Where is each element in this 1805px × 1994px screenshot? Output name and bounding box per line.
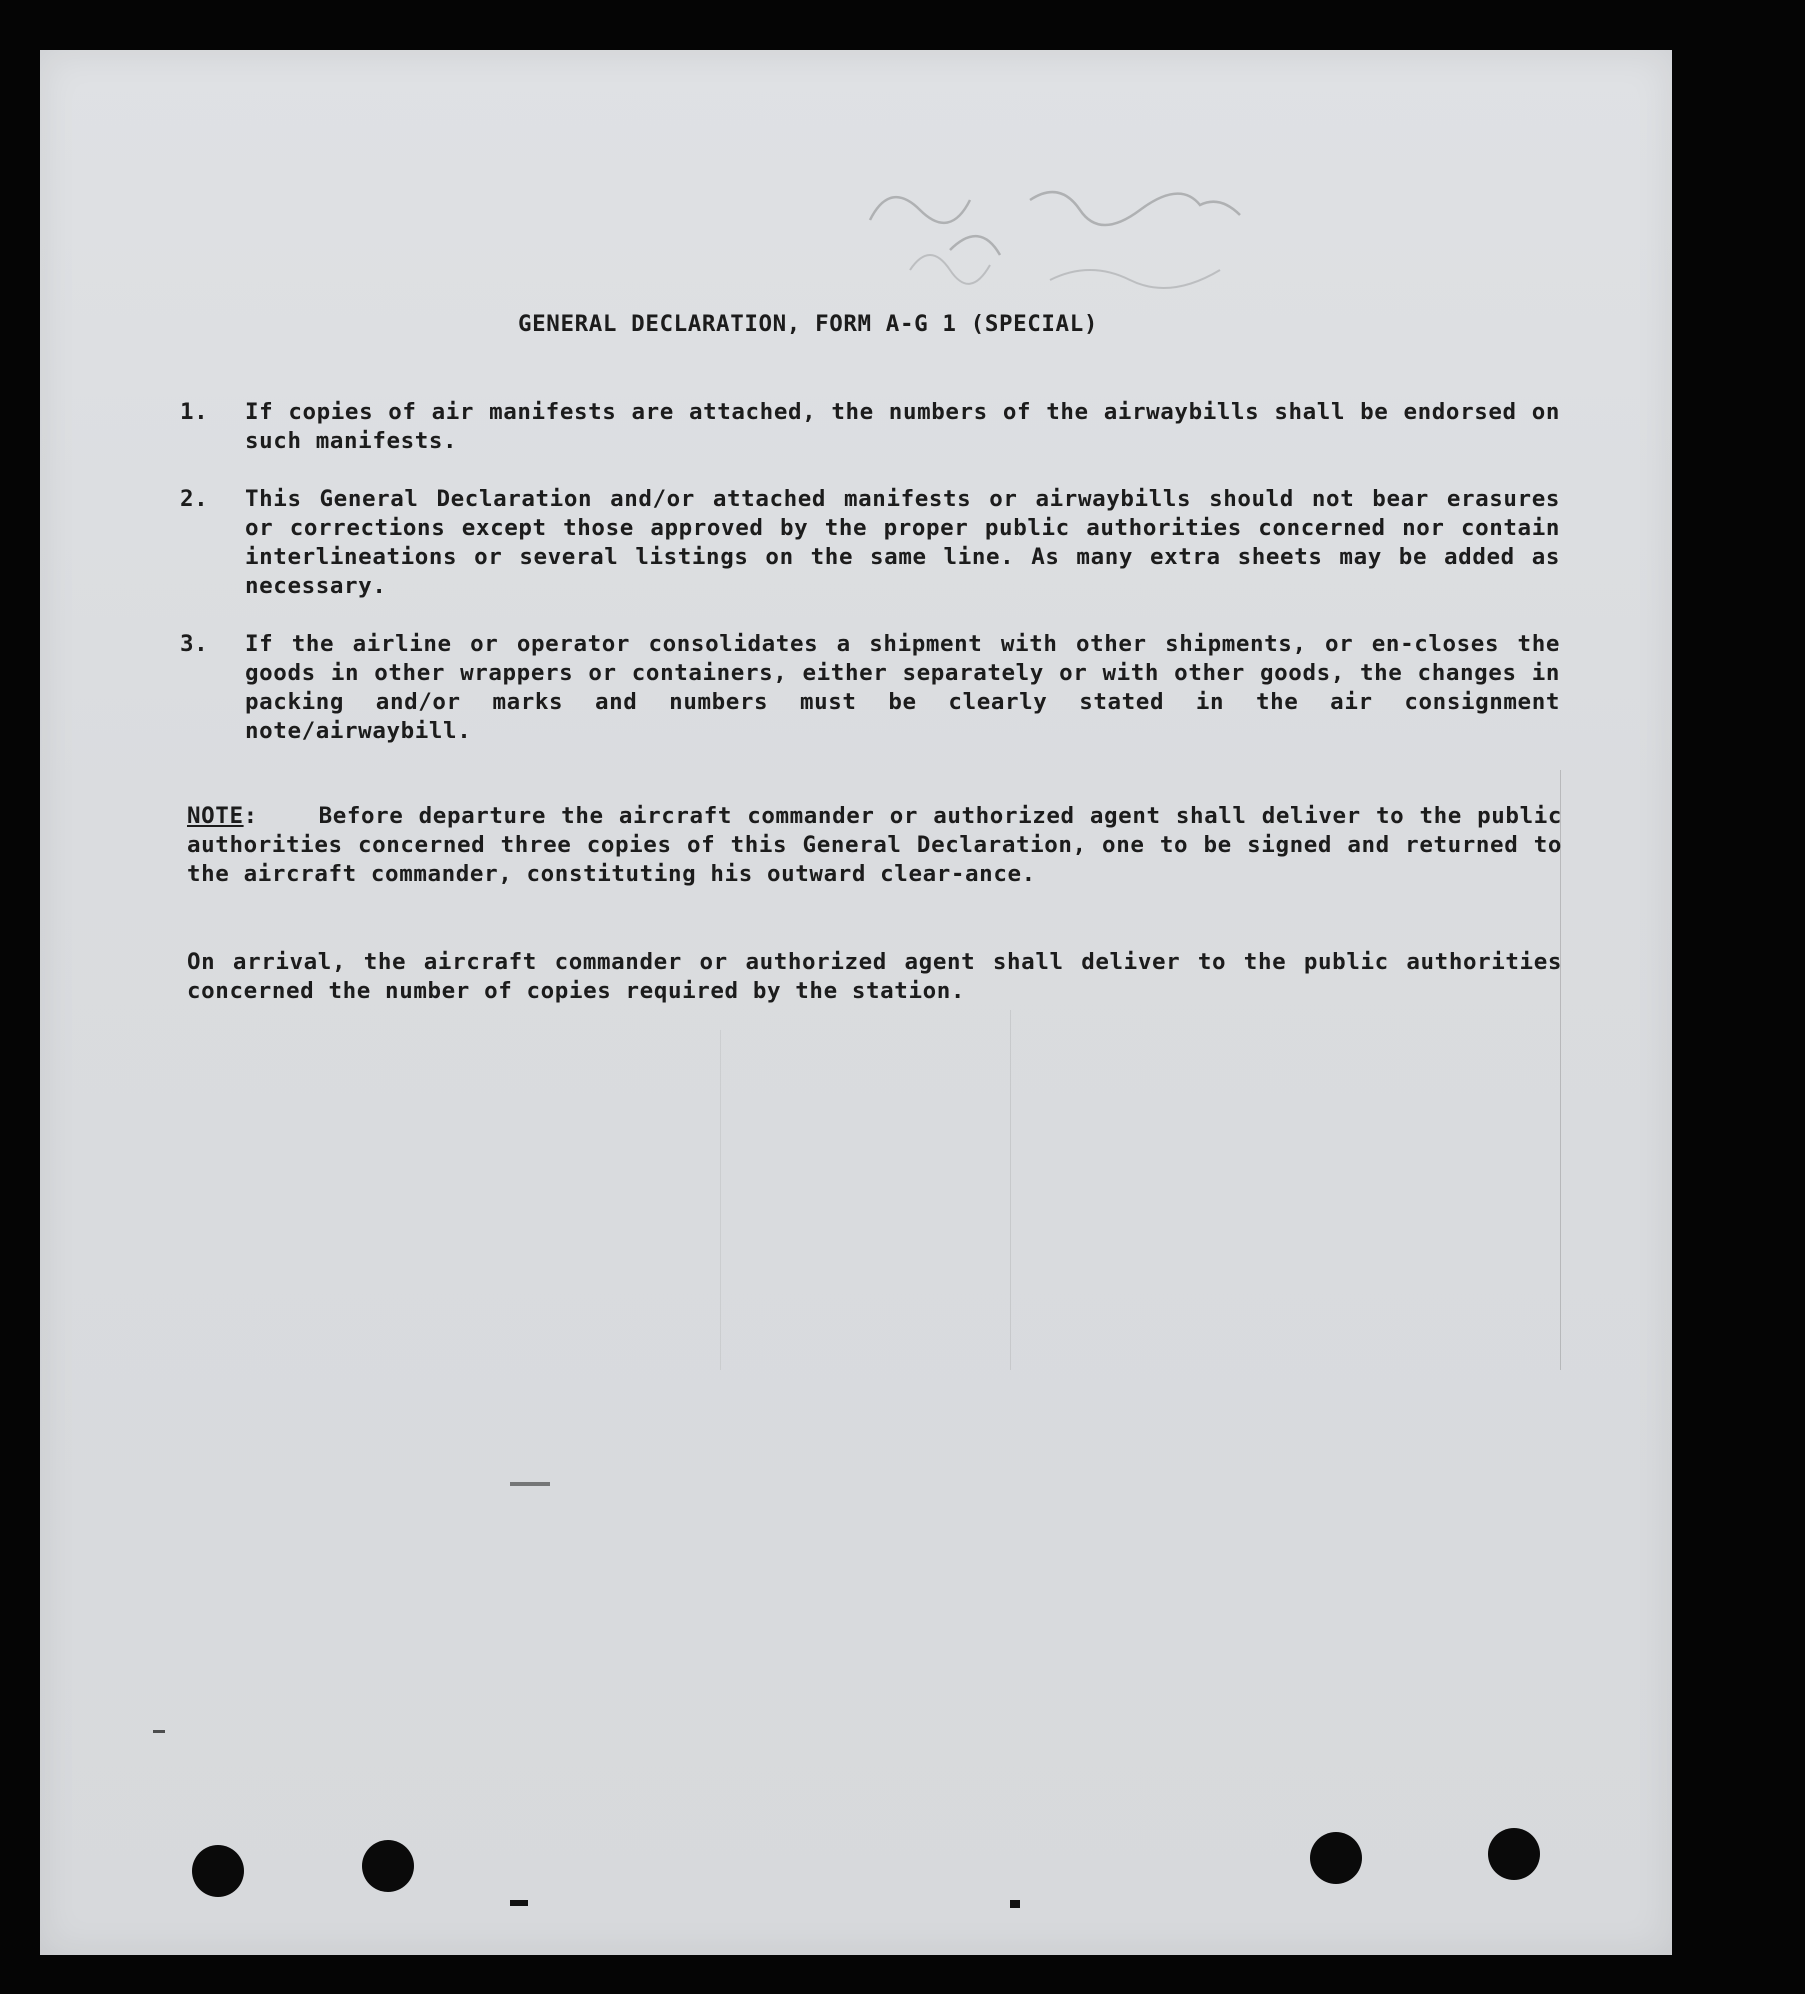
punch-hole: [1488, 1828, 1540, 1880]
item-number: 2.: [180, 486, 209, 512]
scan-speck: [510, 1482, 550, 1486]
note-colon: :: [243, 803, 319, 829]
punch-hole: [362, 1840, 414, 1892]
item-number: 3.: [180, 631, 209, 657]
note-label: NOTE: [187, 803, 244, 829]
punch-hole: [1310, 1832, 1362, 1884]
handwriting-bleedthrough: [850, 160, 1310, 320]
document-page: [40, 50, 1672, 1955]
item-text: If copies of air manifests are attached, the numbers of the airwaybills shall be endorsed on such manifests.: [245, 399, 1560, 454]
scan-speck: [1010, 1900, 1020, 1908]
bleedthrough-line: [720, 1030, 721, 1370]
note-paragraph: [187, 802, 1562, 889]
item-number: 1.: [180, 399, 209, 425]
punch-hole: [192, 1845, 244, 1897]
document-title: GENERAL DECLARATION, FORM A-G 1 (SPECIAL): [518, 311, 1098, 337]
bleedthrough-line: [1560, 770, 1561, 1370]
bleedthrough-line: [1010, 1010, 1011, 1370]
note-text: Before departure the aircraft commander or authorized agent shall deliver to the public authorities concerned three copies of this General Declaration, one to be signed and returned to the aircraft commander, constituting his outward clear-ance.: [187, 803, 1563, 887]
item-text: If the airline or operator consolidates a shipment with other shipments, or en-closes the goods in other wrappers or containers, either separately or with other goods, the changes in packing and/or marks and numbers must be clearly stated in the air consignment note/airwaybill.: [245, 631, 1560, 744]
scan-speck: [153, 1730, 165, 1733]
arrival-paragraph: On arrival, the aircraft commander or authorized agent shall deliver to the public authorities concerned the number of copies required by the station.: [187, 949, 1562, 1004]
scan-speck: [510, 1900, 528, 1906]
item-text: This General Declaration and/or attached manifests or airwaybills should not bear erasures or corrections except those approved by the proper public authorities concerned nor contain interlineations or several listings on the same line. As many extra sheets may be added as necessary.: [245, 486, 1560, 599]
